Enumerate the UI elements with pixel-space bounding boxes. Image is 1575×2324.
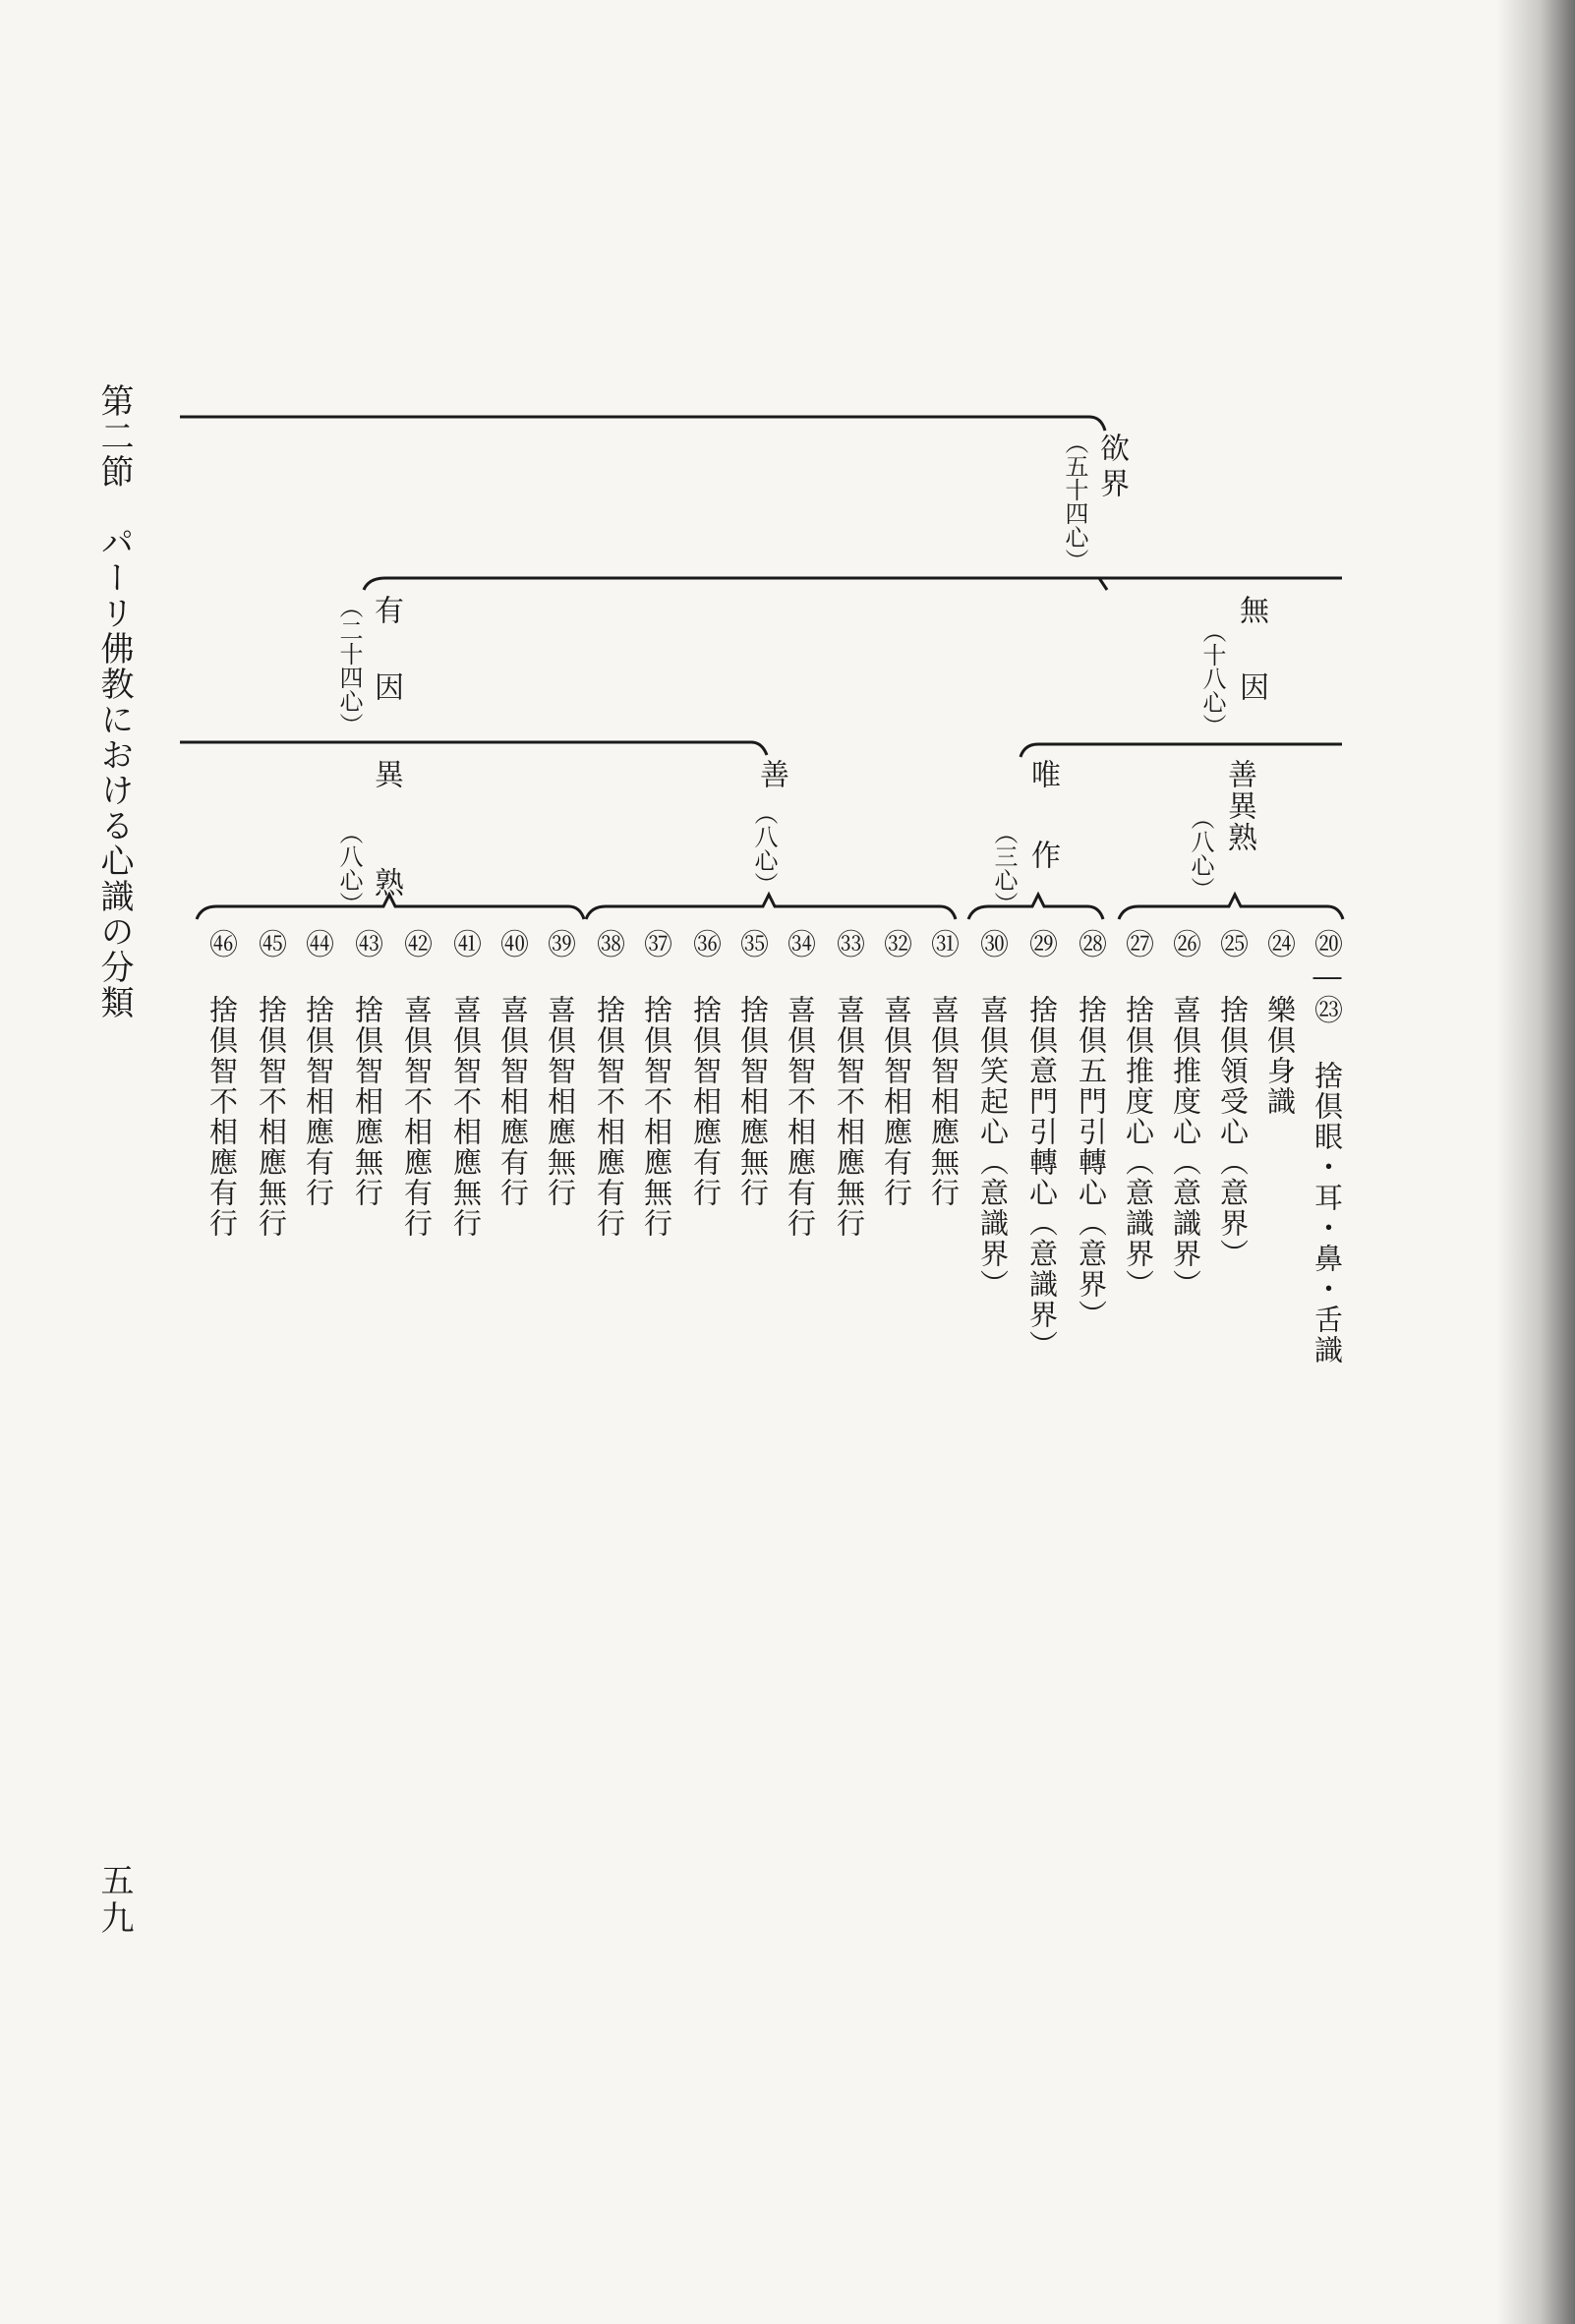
list-item: ㊳ 捨倶智不相應有行 xyxy=(593,929,626,1239)
list-item: ㉞ 喜倶智不相應有行 xyxy=(784,929,817,1239)
list-item: ㊲ 捨倶智不相應無行 xyxy=(640,929,673,1239)
list-item: ㉕ 捨倶領受心（意界） xyxy=(1216,929,1250,1269)
list-item: ㊷ 喜倶智不相應有行 xyxy=(400,929,434,1239)
list-item: ㉗ 捨倶推度心（意識界） xyxy=(1122,929,1155,1300)
realm-count: （五十四心） xyxy=(1061,431,1088,572)
realm-label: 欲界 xyxy=(1094,433,1129,503)
good-resultant-count: （八心） xyxy=(1187,806,1214,901)
wholesome-count: （八心） xyxy=(750,801,778,896)
list-item: ㊶ 喜倶智不相應無行 xyxy=(449,929,483,1239)
without-roots-label: 無因 xyxy=(1234,595,1268,748)
list-item: ㊴ 喜倶智相應無行 xyxy=(544,929,577,1208)
list-item: ㉜ 喜倶智相應有行 xyxy=(880,929,913,1208)
list-item: ㉔ 樂倶身識 xyxy=(1263,929,1297,1117)
list-item: ㉟ 捨倶智相應無行 xyxy=(736,929,770,1208)
list-item: ㊱ 捨倶智相應有行 xyxy=(689,929,723,1208)
resultant-count: （八心） xyxy=(335,821,363,915)
without-roots-count: （十八心） xyxy=(1198,619,1226,737)
list-item: ㊻ 捨倶智不相應有行 xyxy=(205,929,239,1239)
page-number: 五九 xyxy=(94,1863,134,1938)
list-item: ㊺ 捨倶智不相應無行 xyxy=(255,929,288,1239)
list-item: ⑳―㉓ 捨倶眼・耳・鼻・舌識 xyxy=(1311,929,1344,1365)
wholesome-label: 善 xyxy=(754,759,788,788)
with-roots-count: （二十四心） xyxy=(335,595,363,736)
list-item: ㉝ 喜倶智不相應無行 xyxy=(833,929,866,1239)
list-item: ㊵ 喜倶智相應有行 xyxy=(496,929,530,1208)
list-item: ㉘ 捨倶五門引轉心（意界） xyxy=(1075,929,1108,1330)
list-item: ㊹ 捨倶智相應有行 xyxy=(302,929,335,1208)
running-title: 第二節 パーリ佛教における心識の分類 xyxy=(94,383,134,1020)
list-item: ㉖ 喜倶推度心（意識界） xyxy=(1169,929,1202,1300)
list-item: ㉚ 喜倶笑起心（意識界） xyxy=(976,929,1010,1300)
functional-count: （三心） xyxy=(990,821,1018,915)
list-item: ㉙ 捨倶意門引轉心（意識界） xyxy=(1025,929,1059,1361)
resultant-label: 異熟 xyxy=(369,759,403,975)
list-item: ㉛ 喜倶智相應無行 xyxy=(927,929,961,1208)
good-resultant-label: 善異熟 xyxy=(1222,759,1256,853)
functional-label: 唯作 xyxy=(1025,759,1060,920)
with-roots-label: 有因 xyxy=(369,595,403,748)
list-item: ㊸ 捨倶智相應無行 xyxy=(351,929,384,1208)
